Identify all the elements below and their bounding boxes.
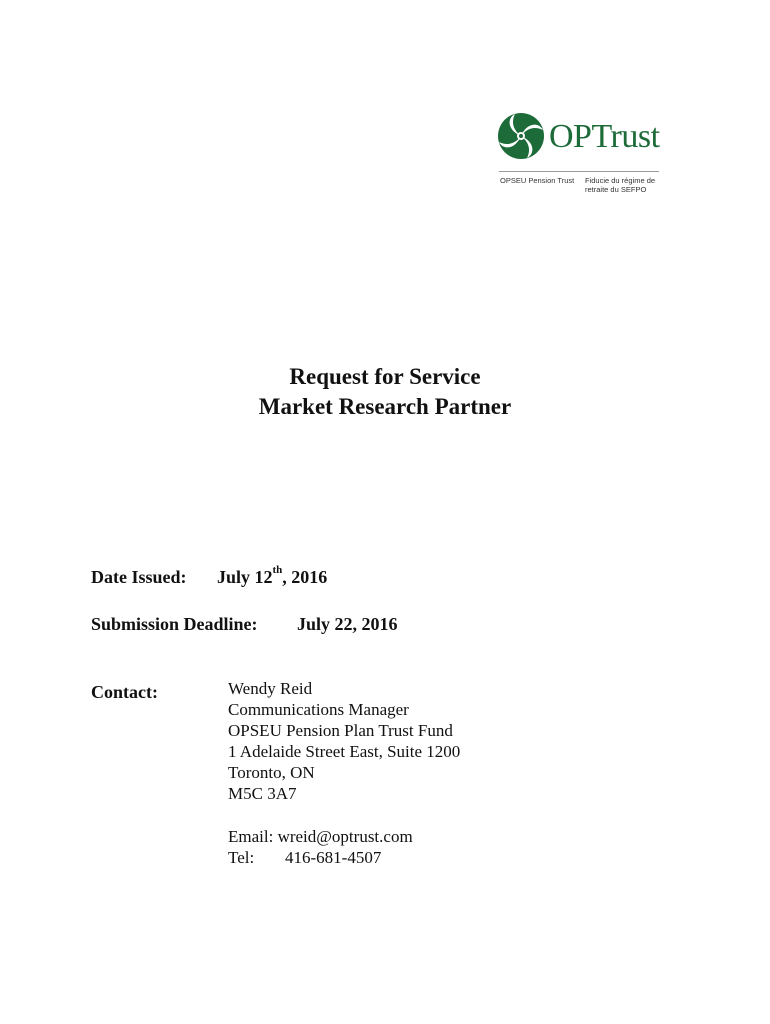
telephone-number: 416-681-4507 <box>285 848 382 867</box>
title-line-1: Request for Service <box>289 364 481 389</box>
date-issued-value <box>217 566 327 588</box>
optrust-swirl-icon <box>497 112 545 160</box>
contact-street: 1 Adelaide Street East, Suite 1200 <box>228 742 461 761</box>
date-issued-label: Date Issued: <box>91 567 187 587</box>
logo-subtitle-english: OPSEU Pension Trust <box>500 176 575 185</box>
telephone-label: Tel: <box>228 848 255 867</box>
submission-deadline-label: Submission Deadline: <box>91 614 258 634</box>
date-issued-main: July 12 <box>217 567 273 587</box>
contact-name: Wendy Reid <box>228 679 313 698</box>
contact-label: Contact: <box>91 682 158 702</box>
contact-telephone <box>228 847 460 868</box>
contact-position: Communications Manager <box>228 700 409 719</box>
contact-spacer <box>228 804 460 826</box>
contact-email: Email: wreid@optrust.com <box>228 827 413 846</box>
logo-divider <box>499 171 659 172</box>
submission-deadline-value: July 22, 2016 <box>297 614 398 634</box>
document-title <box>0 362 770 422</box>
contact-organization: OPSEU Pension Plan Trust Fund <box>228 721 453 740</box>
contact-city: Toronto, ON <box>228 763 315 782</box>
date-issued-year: , 2016 <box>282 567 328 587</box>
logo-wordmark-trust: Trust <box>591 118 660 155</box>
logo-subtitle-french: Fiducie du régime de retraite du SEFPO <box>585 176 656 194</box>
contact-postal-code: M5C 3A7 <box>228 784 297 803</box>
logo-wordmark <box>549 118 660 156</box>
optrust-logo <box>497 110 662 200</box>
logo-wordmark-op: OP <box>549 118 592 155</box>
title-line-2: Market Research Partner <box>258 394 512 419</box>
date-issued-ordinal: th <box>272 564 283 576</box>
contact-block <box>228 678 460 868</box>
